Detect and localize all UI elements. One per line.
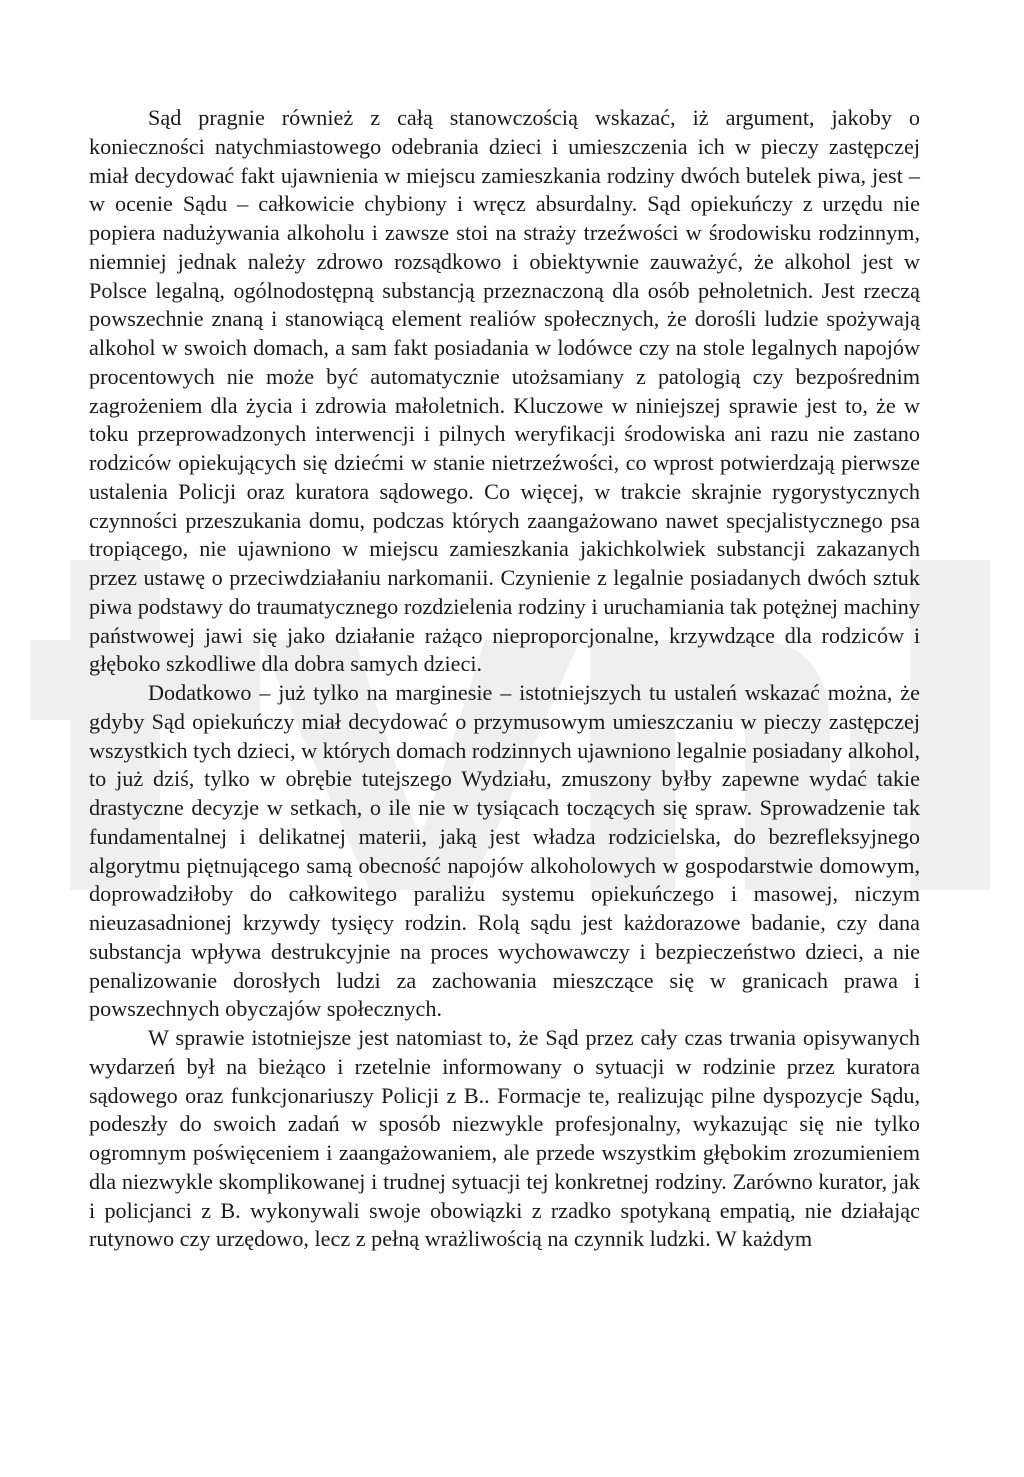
paragraph-1: Sąd pragnie również z całą stanowczością wskazać, iż argument, jakoby o konieczności natychmiastowego odebrania dzieci i umieszczenia ich w pieczy zastępczej miał decydować fakt ujawnienia w miejscu zamieszkania rodziny dwóch butelek piwa, jest – w ocenie Sądu – całkowicie chybiony i wręcz absurdalny. Sąd opiekuńczy z urzędu nie popiera nadużywania alkoholu i zawsze stoi na straży trzeźwości w środowisku rodzinnym, niemniej jednak należy zdrowo rozsądkowo i obiektywnie zauważyć, że alkohol jest w Polsce legalną, ogólnodostępną substancją przeznaczoną dla osób pełnoletnich. Jest rzeczą powszechnie znaną i stanowiącą element realiów społecznych, że dorośli ludzie spożywają alkohol w swoich domach, a sam fakt posiadania w lodówce czy na stole legalnych napojów procentowych nie może być automatycznie utożsamiany z patologią czy bezpośrednim zagrożeniem dla życia i zdrowia małoletnich. Kluczowe w niniejszej sprawie jest to, że w toku przeprowadzonych interwencji i pilnych weryfikacji środowiska ani razu nie zastano rodziców opiekujących się dziećmi w stanie nietrzeźwości, co wprost potwierdzają pierwsze ustalenia Policji oraz kuratora sądowego. Co więcej, w trakcie skrajnie rygorystycznych czynności przeszukania domu, podczas których zaangażowano nawet specjalistycznego psa tropiącego, nie ujawniono w miejscu zamieszkania jakichkolwiek substancji zakazanych przez ustawę o przeciwdziałaniu narkomanii. Czynienie z legalnie posiadanych dwóch sztuk piwa podstawy do traumatycznego rozdzielenia rodziny i uruchamiania tak potężnej machiny państwowej jawi się jako działanie rażąco nieproporcjonalne, krzywdzące dla rodziców i głęboko szkodliwe dla dobra samych dzieci. <box>89 105 920 677</box>
paragraph-2: Dodatkowo – już tylko na marginesie – istotniejszych tu ustaleń wskazać można, że gdyby Sąd opiekuńczy miał decydować o przymusowym umieszczaniu w pieczy zastępczej wszystkich tych dzieci, w których domach rodzinnych ujawniono legalnie posiadany alkohol, to już dziś, tylko w obrębie tutejszego Wydziału, zmuszony byłby zapewne wydać takie drastyczne decyzje w setkach, o ile nie w tysiącach toczących się spraw. Sprowadzenie tak fundamentalnej i delikatnej materii, jaką jest władza rodzicielska, do bezrefleksyjnego algorytmu piętnującego samą obecność napojów alkoholowych w gospodarstwie domowym, doprowadziłoby do całkowitego paraliżu systemu opiekuńczego i masowej, niczym nieuzasadnionej krzywdy tysięcy rodzin. Rolą sądu jest każdorazowe badanie, czy dana substancja wpływa destrukcyjnie na proces wychowawczy i bezpieczeństwo dzieci, a nie penalizowanie dorosłych ludzi za zachowania mieszczące się w granicach prawa i powszechnych obyczajów społecznych. <box>89 680 920 1022</box>
document-body <box>89 104 920 1254</box>
paragraph-3: W sprawie istotniejsze jest natomiast to, że Sąd przez cały czas trwania opisywanych wydarzeń był na bieżąco i rzetelnie informowany o sytuacji w rodzinie przez kuratora sądowego oraz funkcjonariuszy Policji z B.. Formacje te, realizując pilne dyspozycje Sądu, podeszły do swoich zadań w sposób niezwykle profesjonalny, wykazując się nie tylko ogromnym poświęceniem i zaangażowaniem, ale przede wszystkim głębokim zrozumieniem dla niezwykle skomplikowanej i trudnej sytuacji tej konkretnej rodziny. Zarówno kurator, jak i policjanci z B. wykonywali swoje obowiązki z rzadko spotykaną empatią, nie działając rutynowo czy urzędowo, lecz z pełną wrażliwością na czynnik ludzki. W każdym <box>89 1025 920 1252</box>
